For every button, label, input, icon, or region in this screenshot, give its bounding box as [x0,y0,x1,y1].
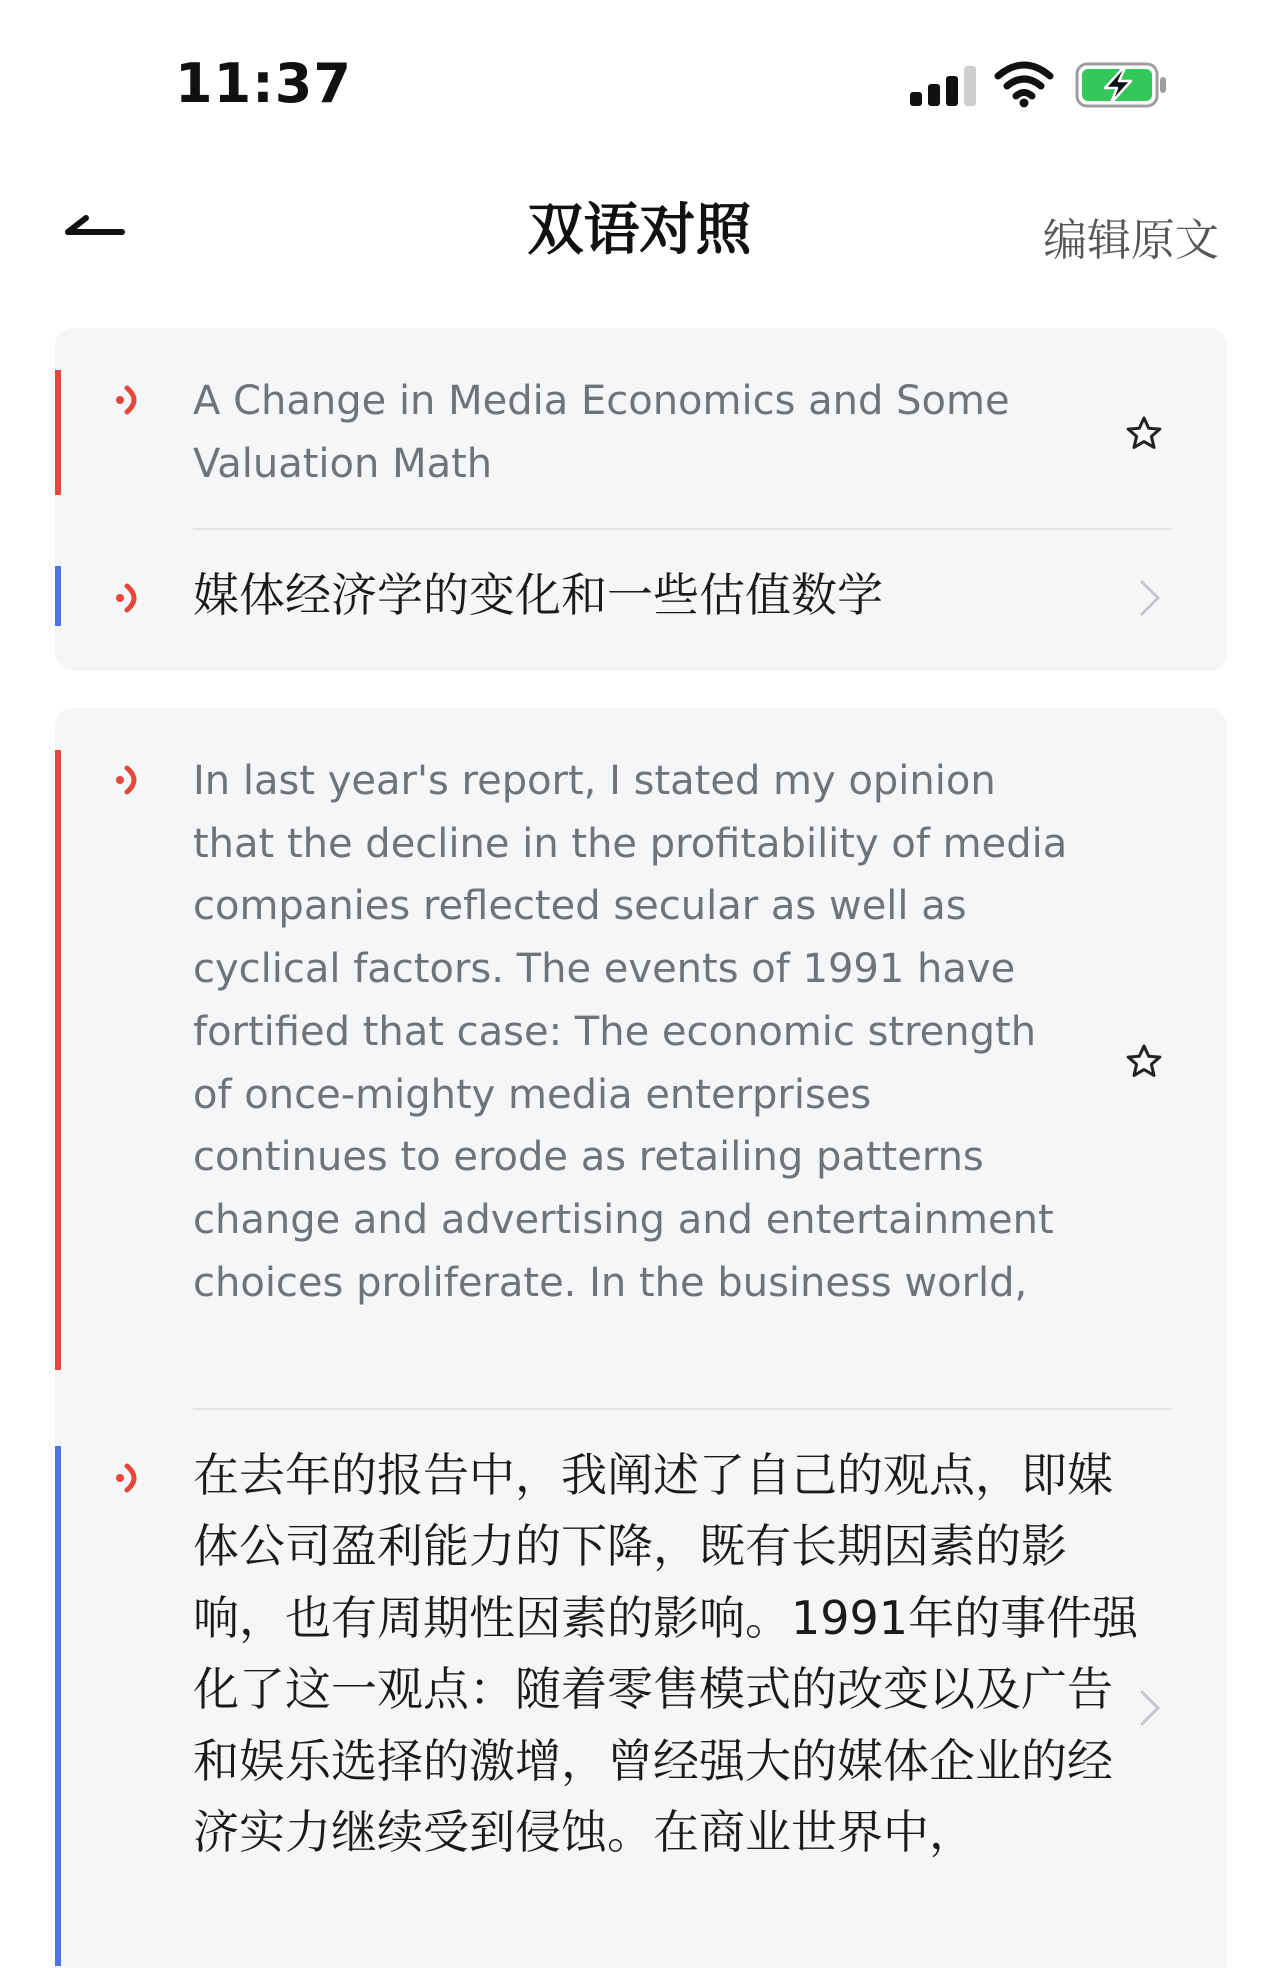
divider [193,528,1173,530]
speaker-icon[interactable] [113,578,147,618]
original-marker [55,750,61,1370]
translation-block[interactable] [55,566,1227,626]
divider [193,1408,1173,1410]
page-title: 双语对照 [527,198,752,263]
chevron-right-icon[interactable] [1138,1688,1162,1728]
star-icon[interactable] [1124,1042,1164,1082]
chevron-right-icon[interactable] [1138,578,1162,618]
nav-bar [0,170,1279,280]
star-icon[interactable] [1124,414,1164,454]
translation-marker [55,1446,61,1966]
original-marker [55,370,61,495]
translation-block[interactable] [55,1446,1227,1966]
battery-charging-icon [1075,62,1169,108]
cellular-signal-icon [910,66,976,106]
speaker-icon[interactable] [113,760,147,800]
original-text: A Change in Media Economics and Some Valuation Math [193,378,1010,487]
edit-original-button[interactable]: 编辑原文 [1043,215,1219,266]
translation-text: 媒体经济学的变化和一些估值数学 [193,568,883,622]
status-time: 11:37 [175,52,352,115]
sentence-card [55,708,1227,1968]
original-text: In last year's report, I stated my opinion that the decline in the profitability of media companies reflected secular as well as cyclical factors. The events of 1991 have fortified that case: The economic strength of once-mighty media enterprises continues to erode as retailing patterns change and advertising and entertainment choices proliferate. In the business world, [193,758,1068,1306]
speaker-icon[interactable] [113,1458,147,1498]
translation-marker [55,566,61,626]
status-bar [0,0,1279,140]
speaker-icon[interactable] [113,380,147,420]
translation-text: 在去年的报告中，我阐述了自己的观点，即媒体公司盈利能力的下降，既有长期因素的影响，也有周期性因素的影响。1991年的事件强化了这一观点：随着零售模式的改变以及广告和娱乐选择的激增，曾经强大的媒体企业的经济实力继续受到侵蚀。在商业世界中， [193,1448,1139,1860]
original-block [55,750,1227,1370]
sentence-card [55,328,1227,671]
original-block [55,370,1227,495]
wifi-icon [994,60,1054,108]
